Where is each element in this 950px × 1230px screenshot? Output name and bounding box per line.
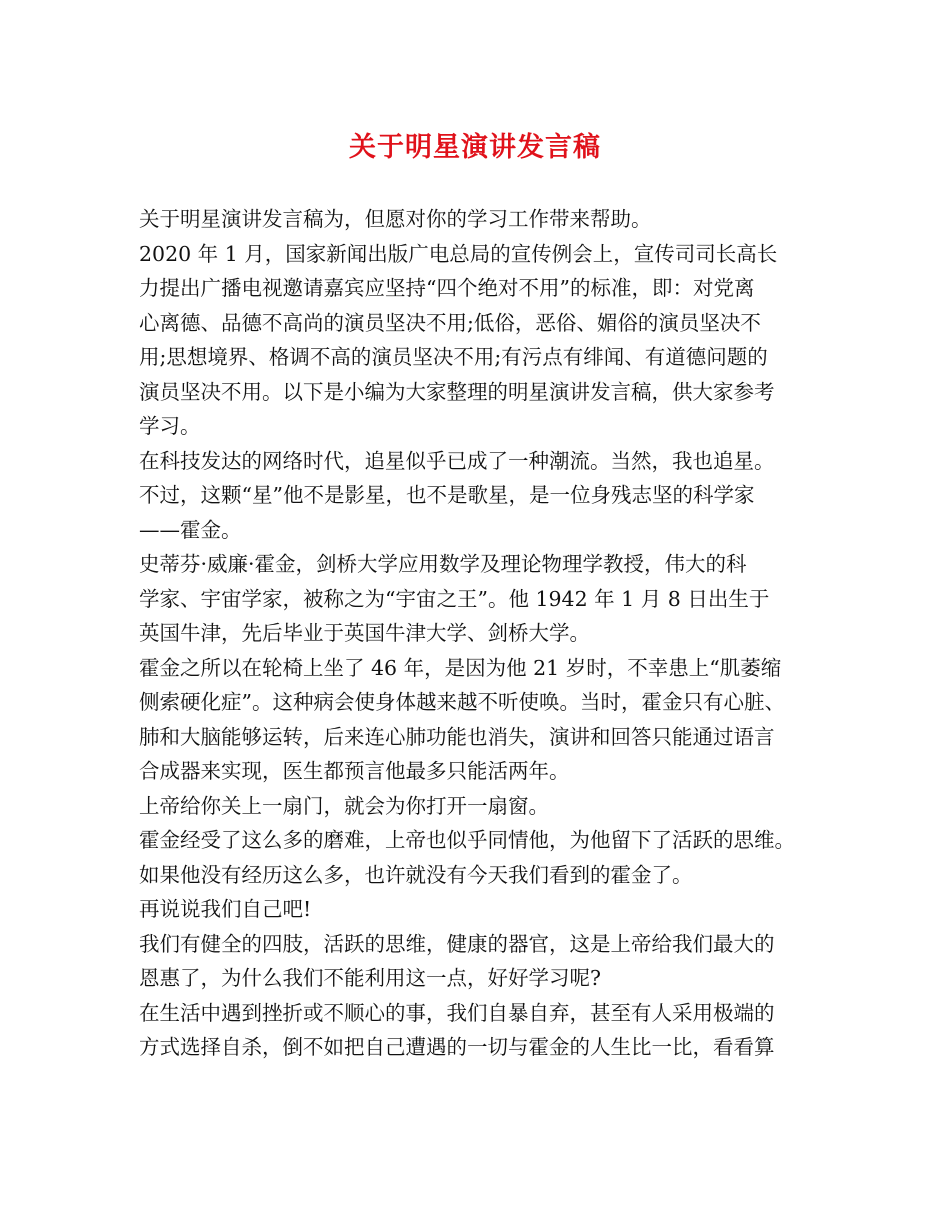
text-line: 不过，这颗“星”他不是影星，也不是歌星，是一位身残志坚的科学家 <box>139 483 755 507</box>
text-line: 上帝给你关上一扇门，就会为你打开一扇窗。 <box>139 793 549 818</box>
text-line: 方式选择自杀，倒不如把自己遭遇的一切与霍金的人生比一比，看看算 <box>139 1035 775 1059</box>
document-title: 关于明星演讲发言稿 <box>349 132 601 163</box>
document-body <box>139 202 829 1065</box>
text-line: 力提出广播电视邀请嘉宾应坚持“四个绝对不用”的标准，即：对党离 <box>139 276 755 300</box>
text-line: 霍金经受了这么多的磨难，上帝也似乎同情他，为他留下了活跃的思维。 <box>139 828 795 852</box>
text-line: 心离德、品德不高尚的演员坚决不用;低俗，恶俗、媚俗的演员坚决不 <box>139 310 761 335</box>
text-line: 史蒂芬·威廉·霍金，剑桥大学应用数学及理论物理学教授，伟大的科 <box>139 552 747 576</box>
text-line: 2020 年 1 月，国家新闻出版广电总局的宣传例会上，宣传司司长高长 <box>139 241 778 266</box>
text-line: 肺和大脑能够运转，后来连心肺功能也消失，演讲和回答只能通过语言 <box>139 724 775 749</box>
text-line: 合成器来实现，医生都预言他最多只能活两年。 <box>139 759 570 783</box>
text-line: 我们有健全的四肢，活跃的思维，健康的器官，这是上帝给我们最大的 <box>139 931 775 956</box>
text-line: ——霍金。 <box>139 517 242 542</box>
text-line: 霍金之所以在轮椅上坐了 46 年，是因为他 21 岁时，不幸患上“肌萎缩 <box>139 655 782 680</box>
text-line: 学家、宇宙学家，被称之为“宇宙之王”。他 1942 年 1 月 8 日出生于 <box>139 586 770 611</box>
text-line: 如果他没有经历这么多，也许就没有今天我们看到的霍金了。 <box>139 862 693 887</box>
text-line: 侧索硬化症”。这种病会使身体越来越不听使唤。当时，霍金只有心脏、 <box>139 690 785 714</box>
text-line: 在生活中遇到挫折或不顺心的事，我们自暴自弃，甚至有人采用极端的 <box>139 1000 775 1025</box>
text-line: 英国牛津，先后毕业于英国牛津大学、剑桥大学。 <box>139 621 590 645</box>
text-line: 恩惠了，为什么我们不能利用这一点，好好学习呢? <box>139 966 601 990</box>
text-line: 学习。 <box>139 414 201 438</box>
text-line: 演员坚决不用。以下是小编为大家整理的明星演讲发言稿，供大家参考 <box>139 379 775 404</box>
text-line: 用;思想境界、格调不高的演员坚决不用;有污点有绯闻、有道德问题的 <box>139 345 768 369</box>
text-line: 再说说我们自己吧! <box>139 897 312 921</box>
text-line: 在科技发达的网络时代，追星似乎已成了一种潮流。当然，我也追星。 <box>139 448 775 473</box>
text-line: 关于明星演讲发言稿为，但愿对你的学习工作带来帮助。 <box>139 207 652 231</box>
